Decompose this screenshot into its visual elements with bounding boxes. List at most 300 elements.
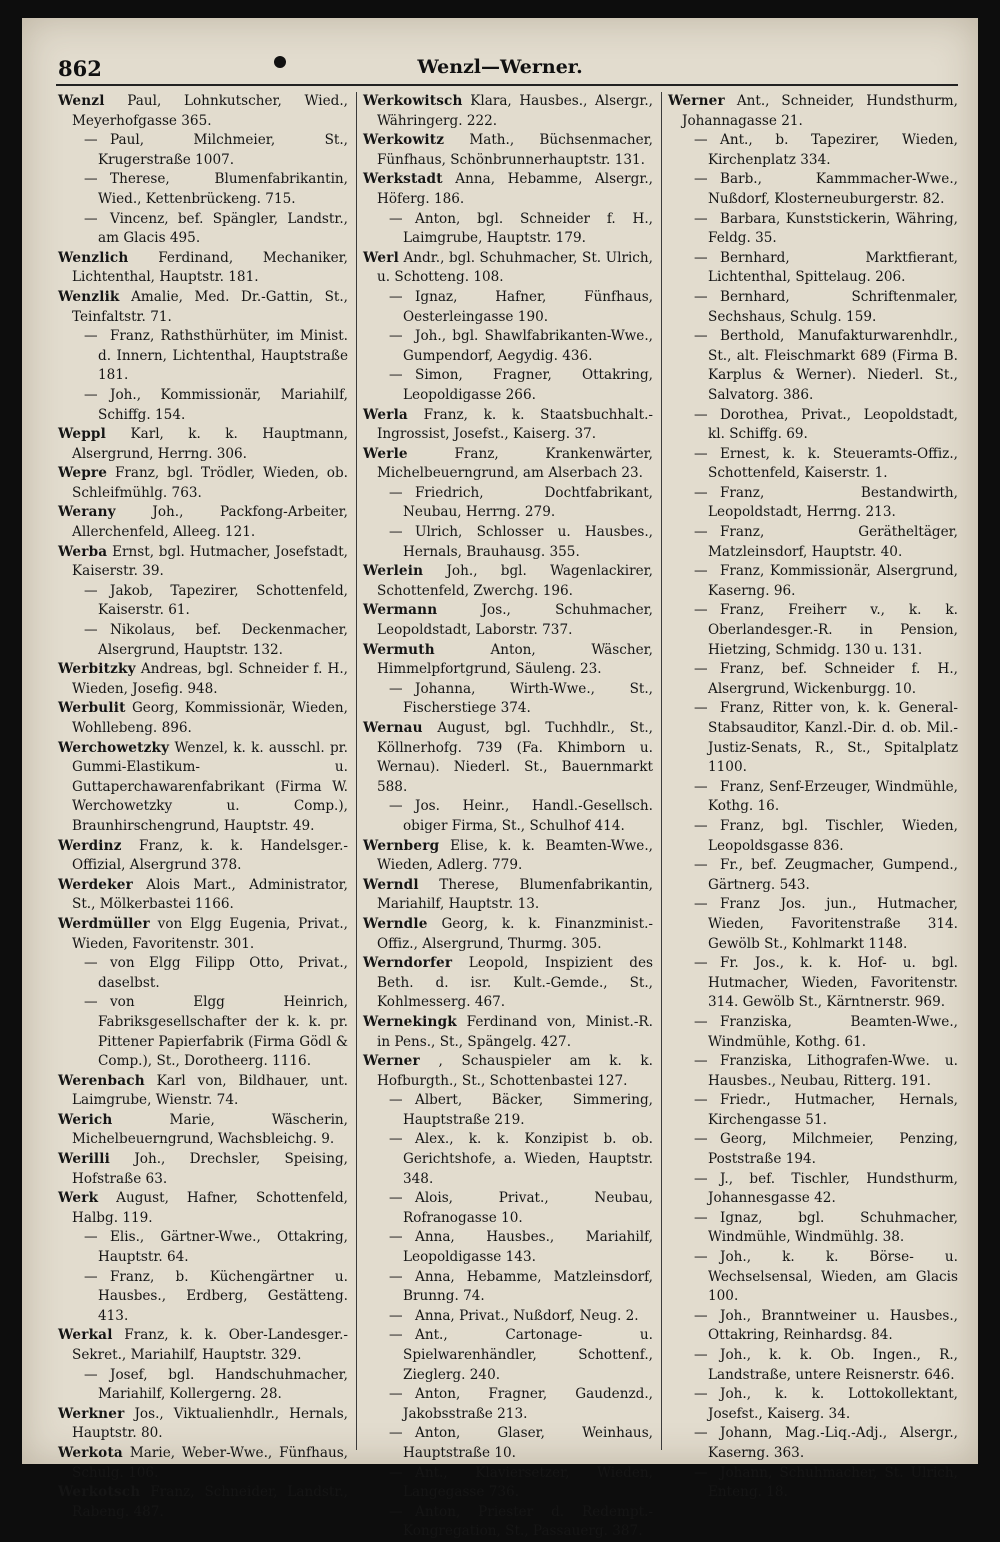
sub-entry: [668, 1385, 958, 1424]
directory-entry: [363, 719, 653, 797]
ditto-dash: —: [694, 857, 708, 874]
entry-surname: Werdmüller: [58, 915, 150, 932]
sub-entry: [363, 288, 653, 327]
entry-text: Franz, Gerätheltäger, Matzleinsdorf, Hauptstr. 40.: [708, 524, 958, 560]
ditto-dash: —: [694, 1464, 708, 1481]
column-divider: [661, 92, 662, 1450]
directory-entry: [58, 1405, 348, 1444]
entry-surname: Werndorfer: [363, 955, 453, 972]
ditto-dash: —: [389, 1190, 403, 1207]
directory-entry: [58, 876, 348, 915]
entry-text: J., bef. Tischler, Hundsthurm, Johannesgasse 42.: [708, 1170, 958, 1207]
directory-entry: [363, 1013, 653, 1052]
sub-entry: [363, 1326, 653, 1385]
ditto-dash: —: [694, 1092, 708, 1109]
directory-entry: [363, 915, 653, 954]
ditto-dash: —: [389, 484, 403, 501]
ditto-dash: —: [389, 524, 403, 541]
directory-entry: [363, 445, 653, 484]
entry-text: Karl, k. k. Hauptmann, Alsergrund, Herrng. 306.: [72, 426, 348, 462]
entry-text: Ignaz, bgl. Schuhmacher, Windmühle, Windmühlg. 38.: [708, 1209, 958, 1246]
ditto-dash: —: [694, 1013, 708, 1030]
sub-entry: [58, 1228, 348, 1267]
ditto-dash: —: [84, 171, 98, 188]
directory-entry: [58, 464, 348, 503]
entry-surname: Werdinz: [58, 837, 122, 854]
entry-text: Ernest, k. k. Steueramts-Offiz., Schottenfeld, Kaiserstr. 1.: [708, 445, 958, 482]
ditto-dash: —: [694, 1053, 708, 1070]
sub-entry: [668, 1424, 958, 1463]
entry-text: Franz, Ritter von, k. k. General-Stabsauditor, Kanzl.-Dir. d. ob. Mil.-Justiz-Senats, R., St., Spitalplatz 1100.: [708, 700, 958, 776]
sub-entry: [668, 895, 958, 954]
ditto-dash: —: [694, 700, 708, 717]
sub-entry: [58, 954, 348, 993]
ditto-dash: —: [694, 132, 708, 149]
entry-surname: Werle: [363, 445, 408, 462]
entry-text: Franz, Krankenwärter, Michelbeuerngrund, am Alserbach 23.: [377, 445, 654, 482]
entry-surname: Werner: [363, 1053, 420, 1070]
entry-text: Franz, Freiherr v., k. k. Oberlandesger.-R. in Pension, Hietzing, Schmidg. 130 u. 131.: [708, 602, 958, 658]
sub-entry: [668, 170, 958, 209]
entry-surname: Wernberg: [363, 837, 440, 854]
entry-surname: Werkner: [58, 1405, 125, 1422]
entry-text: Alois, Privat., Neubau, Rofranogasse 10.: [403, 1190, 653, 1226]
entry-text: Fr., bef. Zeugmacher, Gumpend., Gärtnerg. 543.: [708, 857, 958, 893]
entry-text: Ignaz, Hafner, Fünfhaus, Oesterleingasse 190.: [403, 288, 653, 325]
ditto-dash: —: [389, 210, 403, 227]
entry-text: Joh., bgl. Wagenlackirer, Schottenfeld, Zwerchg. 196.: [377, 563, 653, 599]
directory-entry: [58, 1189, 348, 1228]
directory-entry: [58, 92, 348, 131]
sub-entry: [668, 778, 958, 817]
entry-surname: Werkotsch: [58, 1484, 141, 1501]
ditto-dash: —: [694, 563, 708, 580]
entry-text: Anna, Hebamme, Alsergr., Höferg. 186.: [377, 171, 653, 207]
ditto-dash: —: [84, 1229, 98, 1246]
ditto-dash: —: [84, 622, 98, 639]
directory-entry: [363, 131, 653, 170]
directory-entry: [58, 1072, 348, 1111]
entry-text: Joh., bgl. Shawlfabrikanten-Wwe., Gumpendorf, Aegydig. 436.: [403, 328, 653, 364]
entry-text: Marie, Weber-Wwe., Fünfhaus, Schulg. 106.: [72, 1444, 348, 1481]
entry-text: Franz, k. k. Ober-Landesger.-Sekret., Mariahilf, Hauptstr. 329.: [72, 1327, 348, 1363]
entry-surname: Werba: [58, 543, 108, 560]
entry-surname: Weppl: [58, 426, 106, 443]
entry-text: August, Hafner, Schottenfeld, Halbg. 119.: [72, 1190, 348, 1226]
ditto-dash: —: [84, 132, 98, 149]
page-number: 862: [58, 56, 102, 81]
ditto-dash: —: [389, 798, 403, 815]
sub-entry: [363, 1268, 653, 1307]
entry-text: Marie, Wäscherin, Michelbeuerngrund, Wachsbleichg. 9.: [72, 1111, 348, 1148]
sub-entry: [363, 1307, 653, 1327]
ditto-dash: —: [389, 1425, 403, 1442]
entry-text: Franz, Kommissionär, Alsergrund, Kaserng. 96.: [708, 563, 958, 599]
entry-text: Alex., k. k. Konzipist b. ob. Gerichtshofe, a. Wieden, Hauptstr. 348.: [403, 1131, 653, 1187]
sub-entry: [668, 1013, 958, 1052]
entry-surname: Werchowetzky: [58, 739, 170, 756]
directory-entry: [58, 837, 348, 876]
ditto-dash: —: [694, 1170, 708, 1187]
ditto-dash: —: [694, 249, 708, 266]
entry-text: Georg, k. k. Finanzminist.-Offiz., Alsergrund, Thurmg. 305.: [377, 915, 653, 952]
entry-text: Albert, Bäcker, Simmering, Hauptstraße 219.: [403, 1092, 653, 1128]
sub-entry: [668, 445, 958, 484]
entry-text: Joh., Drechsler, Speising, Hofstraße 63.: [72, 1151, 348, 1187]
entry-text: Ferdinand, Mechaniker, Lichtenthal, Hauptstr. 181.: [72, 249, 348, 286]
directory-entry: [58, 249, 348, 288]
entry-text: Friedr., Hutmacher, Hernals, Kirchengasse 51.: [708, 1092, 958, 1128]
entry-text: Franz Jos. jun., Hutmacher, Wieden, Favoritenstraße 314. Gewölb St., Kohlmarkt 1148.: [708, 896, 958, 952]
entry-text: Anna, Hebamme, Matzleinsdorf, Brunng. 74.: [403, 1268, 653, 1305]
entry-text: Elis., Gärtner-Wwe., Ottakring, Hauptstr. 64.: [98, 1229, 348, 1266]
ditto-dash: —: [84, 1366, 98, 1383]
entry-text: Anton, Wäscher, Himmelpfortgrund, Säuleng. 23.: [377, 641, 653, 678]
entry-surname: Werkowitz: [363, 132, 445, 149]
entry-text: Joh., Branntweiner u. Hausbes., Ottakring, Reinhardsg. 84.: [708, 1307, 958, 1344]
sub-entry: [363, 366, 653, 405]
ditto-dash: —: [694, 1209, 708, 1226]
entry-surname: Werndle: [363, 915, 428, 932]
directory-entry: [363, 641, 653, 680]
column-1: [58, 92, 348, 1520]
sub-entry: [668, 1209, 958, 1248]
ditto-dash: —: [694, 1347, 708, 1363]
entry-surname: Wenzlik: [58, 288, 120, 305]
sub-entry: [668, 484, 958, 523]
sub-entry: [363, 1503, 653, 1542]
ditto-dash: —: [694, 328, 708, 345]
entry-surname: Wepre: [58, 465, 108, 482]
sub-entry: [363, 1189, 653, 1228]
entry-text: Paul, Milchmeier, St., Krugerstraße 1007.: [98, 132, 348, 168]
entry-text: Klara, Hausbes., Alsergr., Währingerg. 222.: [377, 93, 653, 129]
entry-text: Ferdinand von, Minist.-R. in Pens., St., Spängelg. 427.: [377, 1013, 653, 1050]
directory-entry: [668, 92, 958, 131]
entry-text: Simon, Fragner, Ottakring, Leopoldigasse 266.: [403, 367, 653, 403]
entry-text: Jos., Schuhmacher, Leopoldstadt, Laborstr. 737.: [377, 602, 653, 639]
entry-text: Franziska, Lithografen-Wwe. u. Hausbes., Neubau, Ritterg. 191.: [708, 1053, 958, 1089]
entry-text: August, bgl. Tuchhdlr., St., Köllnerhofg. 739 (Fa. Khimborn u. Wernau). Niederl. St., Bauernmarkt 588.: [377, 720, 653, 795]
entry-text: Franz, Schneider, Landstr., Rabeng. 487.: [72, 1484, 348, 1520]
ditto-dash: —: [694, 602, 708, 619]
sub-entry: [668, 131, 958, 170]
directory-entry: [58, 699, 348, 738]
ditto-dash: —: [694, 778, 708, 795]
entry-text: Therese, Blumenfabrikantin, Wied., Kettenbrückeng. 715.: [98, 171, 348, 207]
entry-text: Georg, Milchmeier, Penzing, Poststraße 194.: [708, 1131, 958, 1168]
entry-text: Joh., Kommissionär, Mariahilf, Schiffg. 154.: [98, 386, 348, 423]
entry-surname: Werl: [363, 249, 399, 266]
entry-text: Jos. Heinr., Handl.-Gesellsch. obiger Firma, St., Schulhof 414.: [403, 798, 653, 834]
sub-entry: [363, 327, 653, 366]
ditto-dash: —: [694, 817, 708, 834]
entry-text: Andreas, bgl. Schneider f. H., Wieden, Josefig. 948.: [72, 661, 348, 697]
entry-surname: Werich: [58, 1111, 113, 1128]
sub-entry: [668, 210, 958, 249]
sub-entry: [668, 288, 958, 327]
sub-entry: [58, 1366, 348, 1405]
entry-surname: Wernekingk: [363, 1013, 457, 1030]
entry-text: Johann, Schuhmacher, St. Ulrich, Enteng. 18.: [708, 1464, 958, 1501]
entry-text: Anton, bgl. Schneider f. H., Laimgrube, Hauptstr. 179.: [403, 210, 653, 247]
directory-entry: [58, 739, 348, 837]
sub-entry: [58, 131, 348, 170]
entry-surname: Werenbach: [58, 1072, 145, 1089]
entry-surname: Werkal: [58, 1327, 113, 1344]
directory-entry: [58, 425, 348, 464]
ditto-dash: —: [389, 1268, 403, 1285]
entry-text: Bernhard, Marktfierant, Lichtenthal, Spittelaug. 206.: [708, 249, 958, 286]
entry-surname: Werndl: [363, 876, 419, 893]
sub-entry: [58, 210, 348, 249]
entry-text: Franz, Senf-Erzeuger, Windmühle, Kothg. 16.: [708, 778, 958, 815]
ditto-dash: —: [389, 680, 403, 697]
ditto-dash: —: [694, 210, 708, 227]
directory-page: [22, 18, 978, 1540]
entry-text: Andr., bgl. Schuhmacher, St. Ulrich, u. Schotteng. 108.: [377, 249, 653, 286]
column-divider: [356, 92, 357, 1450]
directory-entry: [58, 1111, 348, 1150]
entry-surname: Werk: [58, 1190, 99, 1207]
entry-text: Josef, bgl. Handschuhmacher, Mariahilf, Kollergerng. 28.: [98, 1366, 348, 1403]
entry-surname: Wenzlich: [58, 249, 129, 266]
directory-entry: [58, 543, 348, 582]
columns-area: [58, 92, 964, 1540]
entry-surname: Wermann: [363, 602, 438, 619]
sub-entry: [668, 1052, 958, 1091]
sub-entry: [668, 327, 958, 405]
ditto-dash: —: [84, 328, 98, 345]
sub-entry: [668, 1170, 958, 1209]
ditto-dash: —: [84, 386, 98, 403]
ditto-dash: —: [694, 1386, 708, 1403]
directory-entry: [58, 1444, 348, 1483]
ditto-dash: —: [694, 524, 708, 541]
entry-text: Ernst, bgl. Hutmacher, Josefstadt, Kaiserstr. 39.: [72, 543, 348, 580]
sub-entry: [363, 1424, 653, 1463]
entry-surname: Werkota: [58, 1444, 123, 1461]
sub-entry: [668, 562, 958, 601]
sub-entry: [58, 170, 348, 209]
entry-surname: Werbitzky: [58, 661, 136, 678]
entry-text: Anna, Privat., Nußdorf, Neug. 2.: [415, 1307, 639, 1324]
ditto-dash: —: [389, 1307, 403, 1324]
sub-entry: [363, 1385, 653, 1424]
entry-text: Franz, bgl. Trödler, Wieden, ob. Schleifmühlg. 763.: [72, 465, 348, 501]
sub-entry: [668, 1464, 958, 1503]
entry-surname: Werkstadt: [363, 171, 443, 188]
ditto-dash: —: [694, 661, 708, 678]
entry-text: Johanna, Wirth-Wwe., St., Fischerstiege 374.: [403, 680, 653, 717]
entry-text: von Elgg Heinrich, Fabriksgesellschafter der k. k. pr. Pittener Papierfabrik (Firma Gödl & Comp.), St., Dorotheerg. 1116.: [98, 994, 348, 1070]
ditto-dash: —: [694, 1307, 708, 1324]
sub-entry: [363, 1228, 653, 1267]
entry-surname: Wermuth: [363, 641, 435, 658]
entry-surname: Wenzl: [58, 93, 105, 109]
entry-text: Leopold, Inspizient des Beth. d. isr. Kult.-Gemde., St., Kohlmesserg. 467.: [377, 955, 653, 1011]
entry-text: Paul, Lohnkutscher, Wied., Meyerhofgasse 365.: [72, 93, 348, 129]
entry-text: Franz, Rathsthürhüter, im Minist. d. Innern, Lichtenthal, Hauptstraße 181.: [98, 328, 348, 384]
entry-text: Franz, k. k. Staatsbuchhalt.-Ingrossist, Josefst., Kaiserg. 37.: [377, 406, 654, 443]
directory-entry: [363, 876, 653, 915]
ditto-dash: —: [389, 1464, 403, 1481]
ditto-dash: —: [694, 896, 708, 913]
entry-text: Franz, bgl. Tischler, Wieden, Leopoldsgasse 836.: [708, 817, 958, 854]
entry-surname: Werner: [668, 93, 725, 109]
entry-text: Berthold, Manufakturwarenhdlr., St., alt. Fleischmarkt 689 (Firma B. Karplus & Werner). Niederl. St., Salvatorg. 386.: [708, 328, 958, 403]
directory-entry: [58, 1483, 348, 1522]
directory-entry: [58, 1150, 348, 1189]
ditto-dash: —: [694, 406, 708, 423]
sub-entry: [668, 1307, 958, 1346]
entry-text: von Elgg Eugenia, Privat., Wieden, Favoritenstr. 301.: [72, 915, 348, 952]
page-header: [22, 54, 978, 88]
ditto-dash: —: [84, 582, 98, 599]
ditto-dash: —: [84, 994, 98, 1011]
sub-entry: [668, 954, 958, 1013]
ditto-dash: —: [694, 171, 708, 188]
entry-text: Bernhard, Schriftenmaler, Sechshaus, Schulg. 159.: [708, 288, 958, 325]
entry-text: Joh., k. k. Ob. Ingen., R., Landstraße, untere Reisnerstr. 646.: [708, 1347, 958, 1383]
entry-text: Friedrich, Dochtfabrikant, Neubau, Herrng. 279.: [403, 484, 653, 521]
directory-entry: [363, 954, 653, 1013]
ditto-dash: —: [84, 1268, 98, 1285]
sub-entry: [668, 523, 958, 562]
column-2: [363, 92, 654, 1540]
sub-entry: [58, 1268, 348, 1327]
ditto-dash: —: [694, 1131, 708, 1148]
entry-surname: Werbulit: [58, 700, 126, 717]
directory-entry: [363, 406, 653, 445]
ditto-dash: —: [389, 1229, 403, 1246]
ditto-dash: —: [694, 288, 708, 305]
entry-text: Anton, Priester d. Redempt.-Kongregation, St., Passauerg. 387.: [403, 1503, 653, 1540]
entry-surname: Werla: [363, 406, 408, 423]
entry-text: Jos., Viktualienhdlr., Hernals, Hauptstr. 80.: [72, 1405, 348, 1442]
entry-text: Wenzel, k. k. ausschl. pr. Gummi-Elastikum- u. Guttaperchawarenfabrikant (Firma W. Werchowetzky u. Comp.), Braunhirschengrund, Hauptstr. 49.: [72, 739, 348, 834]
entry-text: Joh., k. k. Lottokollektant, Josefst., Kaiserg. 34.: [708, 1386, 958, 1422]
column-3: [668, 92, 958, 1501]
ditto-dash: —: [694, 1425, 708, 1442]
ditto-dash: —: [694, 1249, 708, 1266]
sub-entry: [668, 1248, 958, 1307]
entry-text: Jakob, Tapezirer, Schottenfeld, Kaiserstr. 61.: [98, 582, 348, 619]
ditto-dash: —: [694, 445, 708, 462]
entry-text: Joh., k. k. Börse- u. Wechselsensal, Wieden, am Glacis 100.: [708, 1249, 958, 1305]
entry-surname: Werdeker: [58, 876, 133, 893]
sub-entry: [668, 1091, 958, 1130]
entry-text: Ulrich, Schlosser u. Hausbes., Hernals, Brauhausg. 355.: [403, 524, 653, 560]
header-rule: [56, 84, 958, 86]
entry-surname: Werilli: [58, 1151, 111, 1168]
sub-entry: [363, 210, 653, 249]
entry-text: Joh., Packfong-Arbeiter, Allerchenfeld, Alleeg. 121.: [72, 504, 348, 541]
directory-entry: [58, 915, 348, 954]
entry-text: Nikolaus, bef. Deckenmacher, Alsergrund, Hauptstr. 132.: [98, 622, 348, 658]
entry-text: Therese, Blumenfabrikantin, Mariahilf, Hauptstr. 13.: [377, 876, 653, 913]
sub-entry: [668, 660, 958, 699]
entry-text: Barb., Kammmacher-Wwe., Nußdorf, Klosterneuburgerstr. 82.: [708, 171, 958, 207]
ditto-dash: —: [389, 1092, 403, 1109]
ditto-dash: —: [84, 210, 98, 227]
entry-surname: Werkowitsch: [363, 93, 463, 109]
entry-text: Ant., Schneider, Hundsthurm, Johannagasse 21.: [682, 93, 958, 129]
sub-entry: [668, 601, 958, 660]
entry-surname: Werany: [58, 504, 116, 521]
sub-entry: [363, 1091, 653, 1130]
directory-entry: [363, 249, 653, 288]
ditto-dash: —: [389, 1386, 403, 1403]
entry-surname: Werlein: [363, 563, 424, 580]
entry-text: Fr. Jos., k. k. Hof- u. bgl. Hutmacher, Wieden, Favoritenstr. 314. Gewölb St., Kärntnerstr. 969.: [708, 955, 958, 1011]
entry-text: Karl von, Bildhauer, unt. Laimgrube, Wienstr. 74.: [72, 1072, 348, 1109]
entry-text: Johann, Mag.-Liq.-Adj., Alsergr., Kaserng. 363.: [708, 1425, 958, 1461]
directory-entry: [363, 170, 653, 209]
sub-entry: [668, 1130, 958, 1169]
entry-text: Math., Büchsenmacher, Fünfhaus, Schönbrunnerhauptstr. 131.: [377, 132, 653, 168]
sub-entry: [668, 699, 958, 777]
ditto-dash: —: [389, 288, 403, 305]
sub-entry: [58, 582, 348, 621]
directory-entry: [363, 562, 653, 601]
sub-entry: [363, 680, 653, 719]
directory-entry: [363, 601, 653, 640]
sub-entry: [668, 817, 958, 856]
entry-text: Anton, Glaser, Weinhaus, Hauptstraße 10.: [403, 1425, 653, 1461]
sub-entry: [668, 1346, 958, 1385]
directory-entry: [363, 92, 653, 131]
entry-text: Georg, Kommissionär, Wieden, Wohllebeng. 896.: [72, 700, 348, 736]
entry-text: Franz, b. Küchengärtner u. Hausbes., Erdberg, Gestätteng. 413.: [98, 1268, 348, 1324]
ditto-dash: —: [389, 1327, 403, 1344]
ditto-dash: —: [694, 955, 708, 972]
entry-text: Ant., Klaviersetzer, Wieden, Langegasse 736.: [403, 1464, 653, 1501]
entry-text: Vincenz, bef. Spängler, Landstr., am Glacis 495.: [98, 210, 348, 247]
sub-entry: [668, 249, 958, 288]
directory-entry: [363, 1052, 653, 1091]
ditto-dash: —: [694, 484, 708, 501]
sub-entry: [363, 523, 653, 562]
directory-entry: [58, 288, 348, 327]
entry-text: Amalie, Med. Dr.-Gattin, St., Teinfaltstr. 71.: [72, 288, 348, 325]
entry-text: von Elgg Filipp Otto, Privat., daselbst.: [98, 955, 348, 991]
directory-entry: [363, 837, 653, 876]
ditto-dash: —: [389, 328, 403, 345]
entry-text: Anna, Hausbes., Mariahilf, Leopoldigasse 143.: [403, 1229, 653, 1266]
sub-entry: [668, 406, 958, 445]
sub-entry: [58, 327, 348, 386]
sub-entry: [363, 1130, 653, 1189]
directory-entry: [58, 660, 348, 699]
entry-text: Anton, Fragner, Gaudenzd., Jakobsstraße 213.: [403, 1386, 653, 1422]
directory-entry: [58, 1326, 348, 1365]
entry-text: Alois Mart., Administrator, St., Mölkerbastei 1166.: [72, 876, 348, 913]
entry-text: Ant., Cartonage- u. Spielwarenhändler, Schottenf., Zieglerg. 240.: [403, 1327, 653, 1383]
entry-text: Franz, Bestandwirth, Leopoldstadt, Herrng. 213.: [708, 484, 958, 521]
sub-entry: [363, 797, 653, 836]
ditto-dash: —: [389, 367, 403, 384]
ditto-dash: —: [84, 955, 98, 972]
sub-entry: [363, 1464, 653, 1503]
directory-entry: [58, 503, 348, 542]
sub-entry: [668, 856, 958, 895]
entry-text: Dorothea, Privat., Leopoldstadt, kl. Schiffg. 69.: [708, 406, 958, 443]
entry-text: Ant., b. Tapezirer, Wieden, Kirchenplatz 334.: [708, 132, 958, 168]
sub-entry: [58, 386, 348, 425]
sub-entry: [363, 484, 653, 523]
sub-entry: [58, 993, 348, 1071]
